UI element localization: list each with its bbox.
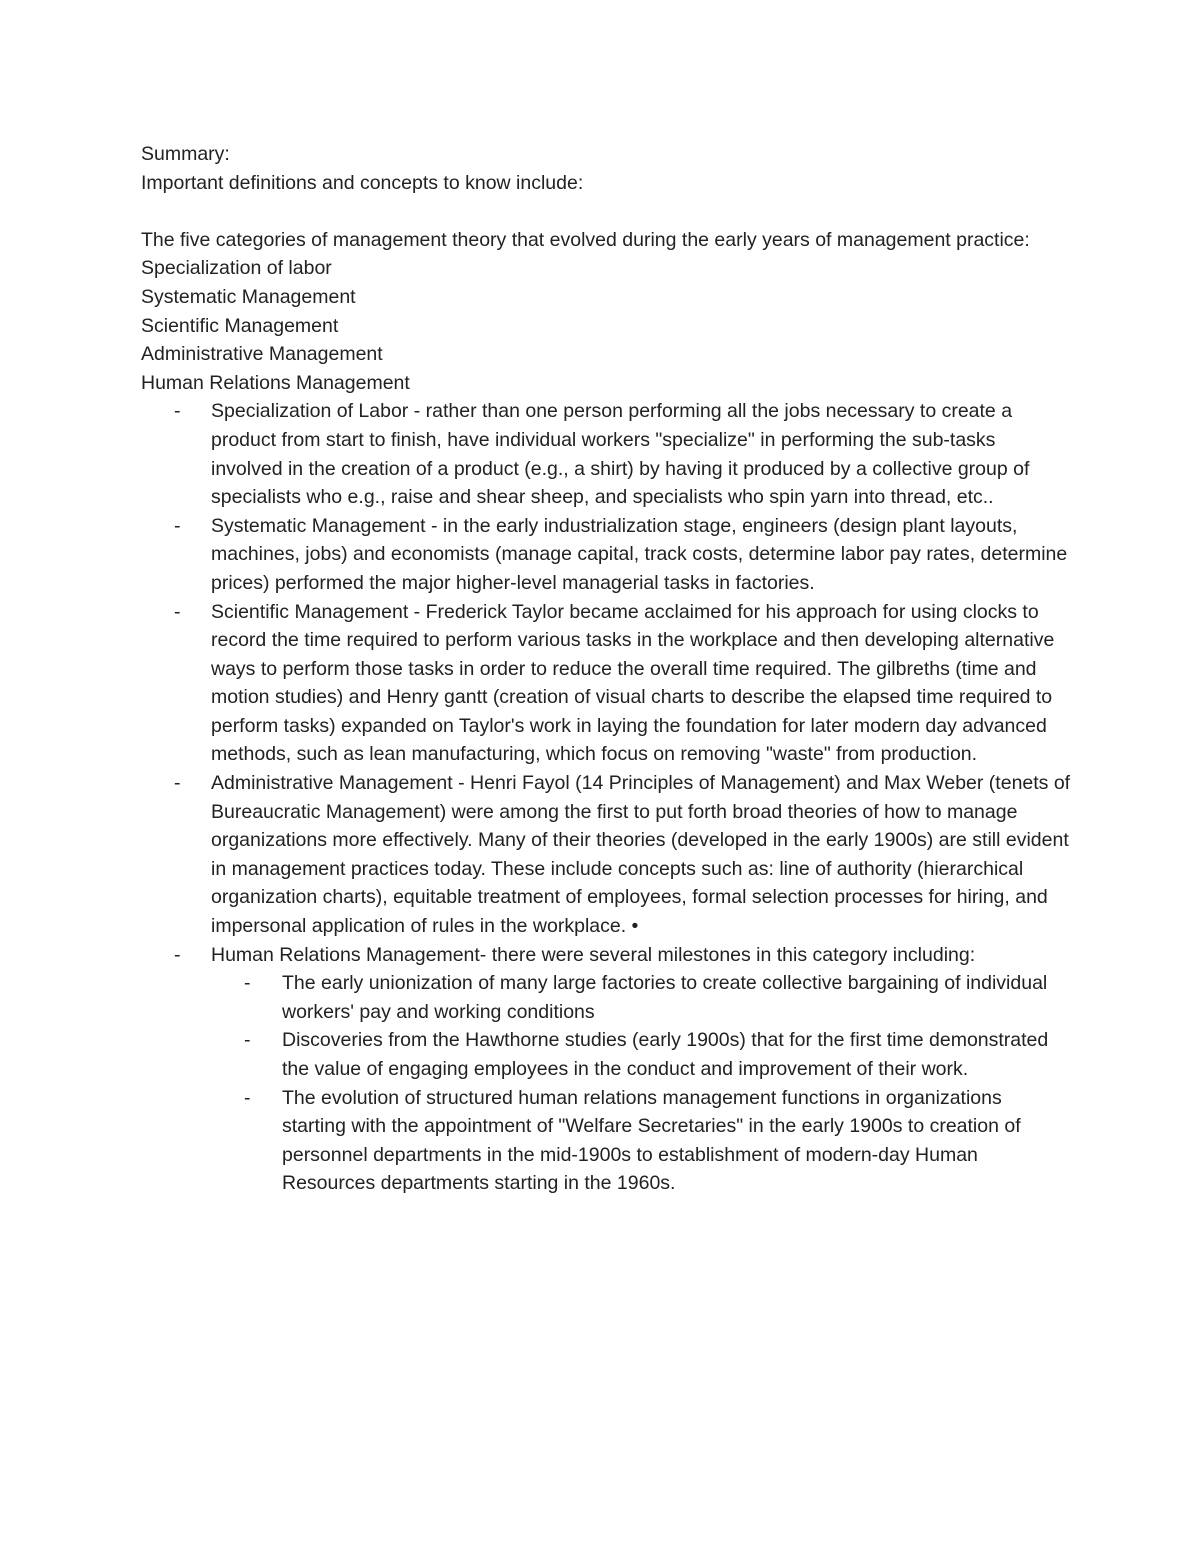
summary-heading: Summary: bbox=[141, 143, 230, 165]
milestones-list bbox=[211, 969, 1071, 1198]
list-item bbox=[141, 512, 1071, 598]
milestone-hr-evolution: The evolution of structured human relations management functions in organizations starting with the appointment of "Welfare Secretaries" in the early 1900s to creation of personnel departments in the mid-1900s to establishment of modern-day Human Resources departments starting in the 1960s. bbox=[282, 1086, 1021, 1195]
intro-line: Important definitions and concepts to know include: bbox=[141, 171, 584, 194]
dash-bullet: - bbox=[174, 772, 181, 795]
dash-bullet: - bbox=[244, 1086, 251, 1109]
dash-bullet: - bbox=[174, 400, 181, 423]
dash-bullet: - bbox=[174, 514, 181, 537]
list-item bbox=[141, 941, 1071, 1198]
list-item bbox=[211, 969, 1071, 1026]
five-categories-intro: The five categories of management theory that evolved during the early years of management practice: bbox=[141, 228, 1030, 251]
dash-bullet: - bbox=[174, 600, 181, 623]
list-item bbox=[141, 769, 1071, 941]
list-item bbox=[211, 1084, 1071, 1198]
categories-list bbox=[141, 254, 1071, 397]
milestone-unionization: The early unionization of many large factories to create collective bargaining of individual workers' pay and working conditions bbox=[282, 972, 1048, 1023]
list-item bbox=[211, 1026, 1071, 1083]
detail-human-relations: Human Relations Management- there were several milestones in this category including: bbox=[211, 943, 976, 966]
detail-administrative: Administrative Management - Henri Fayol (14 Principles of Management) and Max Weber (tenets of Bureaucratic Management) were among the first to put forth broad theories of how to manage organizations more effectively. Many of their theories (developed in the early 1900s) are still evident in management practices today. These include concepts such as: line of authority (hierarchical organization charts), equitable treatment of employees, formal selection processes for hiring, and impersonal application of rules in the workplace. • bbox=[211, 772, 1071, 938]
dash-bullet: - bbox=[244, 972, 251, 995]
category-item: Systematic Management bbox=[141, 285, 356, 308]
detail-scientific: Scientific Management - Frederick Taylor became acclaimed for his approach for using clocks to record the time required to perform various tasks in the workplace and then developing alternative ways to perform those tasks in order to reduce the overall time required. The gilbreths (time and motion studies) and Henry gantt (creation of visual charts to describe the elapsed time required to perform tasks) expanded on Taylor's work in laying the foundation for later modern day advanced methods, such as lean manufacturing, which focus on removing "waste" from production. bbox=[211, 600, 1055, 766]
category-details-list bbox=[141, 397, 1071, 1198]
list-item bbox=[141, 598, 1071, 770]
document-page bbox=[141, 140, 1071, 1198]
detail-specialization: Specialization of Labor - rather than one person performing all the jobs necessary to create a product from start to finish, have individual workers "specialize" in performing the sub-tasks involved in the creation of a product (e.g., a shirt) by having it produced by a collective group of specialists who e.g., raise and shear sheep, and specialists who spin yarn into thread, etc.. bbox=[211, 400, 1030, 509]
category-item: Human Relations Management bbox=[141, 371, 410, 394]
dash-bullet: - bbox=[174, 943, 181, 966]
category-item: Specialization of labor bbox=[141, 257, 332, 280]
category-item: Scientific Management bbox=[141, 314, 339, 337]
detail-systematic: Systematic Management - in the early industrialization stage, engineers (design plant layouts, machines, jobs) and economists (manage capital, track costs, determine labor pay rates, determine prices) performed the major higher-level managerial tasks in factories. bbox=[211, 514, 1068, 594]
blank-line bbox=[141, 197, 1071, 226]
list-item bbox=[141, 397, 1071, 511]
dash-bullet: - bbox=[244, 1029, 251, 1052]
category-item: Administrative Management bbox=[141, 343, 383, 366]
milestone-hawthorne: Discoveries from the Hawthorne studies (early 1900s) that for the first time demonstrated the value of engaging employees in the conduct and improvement of their work. bbox=[282, 1029, 1049, 1080]
